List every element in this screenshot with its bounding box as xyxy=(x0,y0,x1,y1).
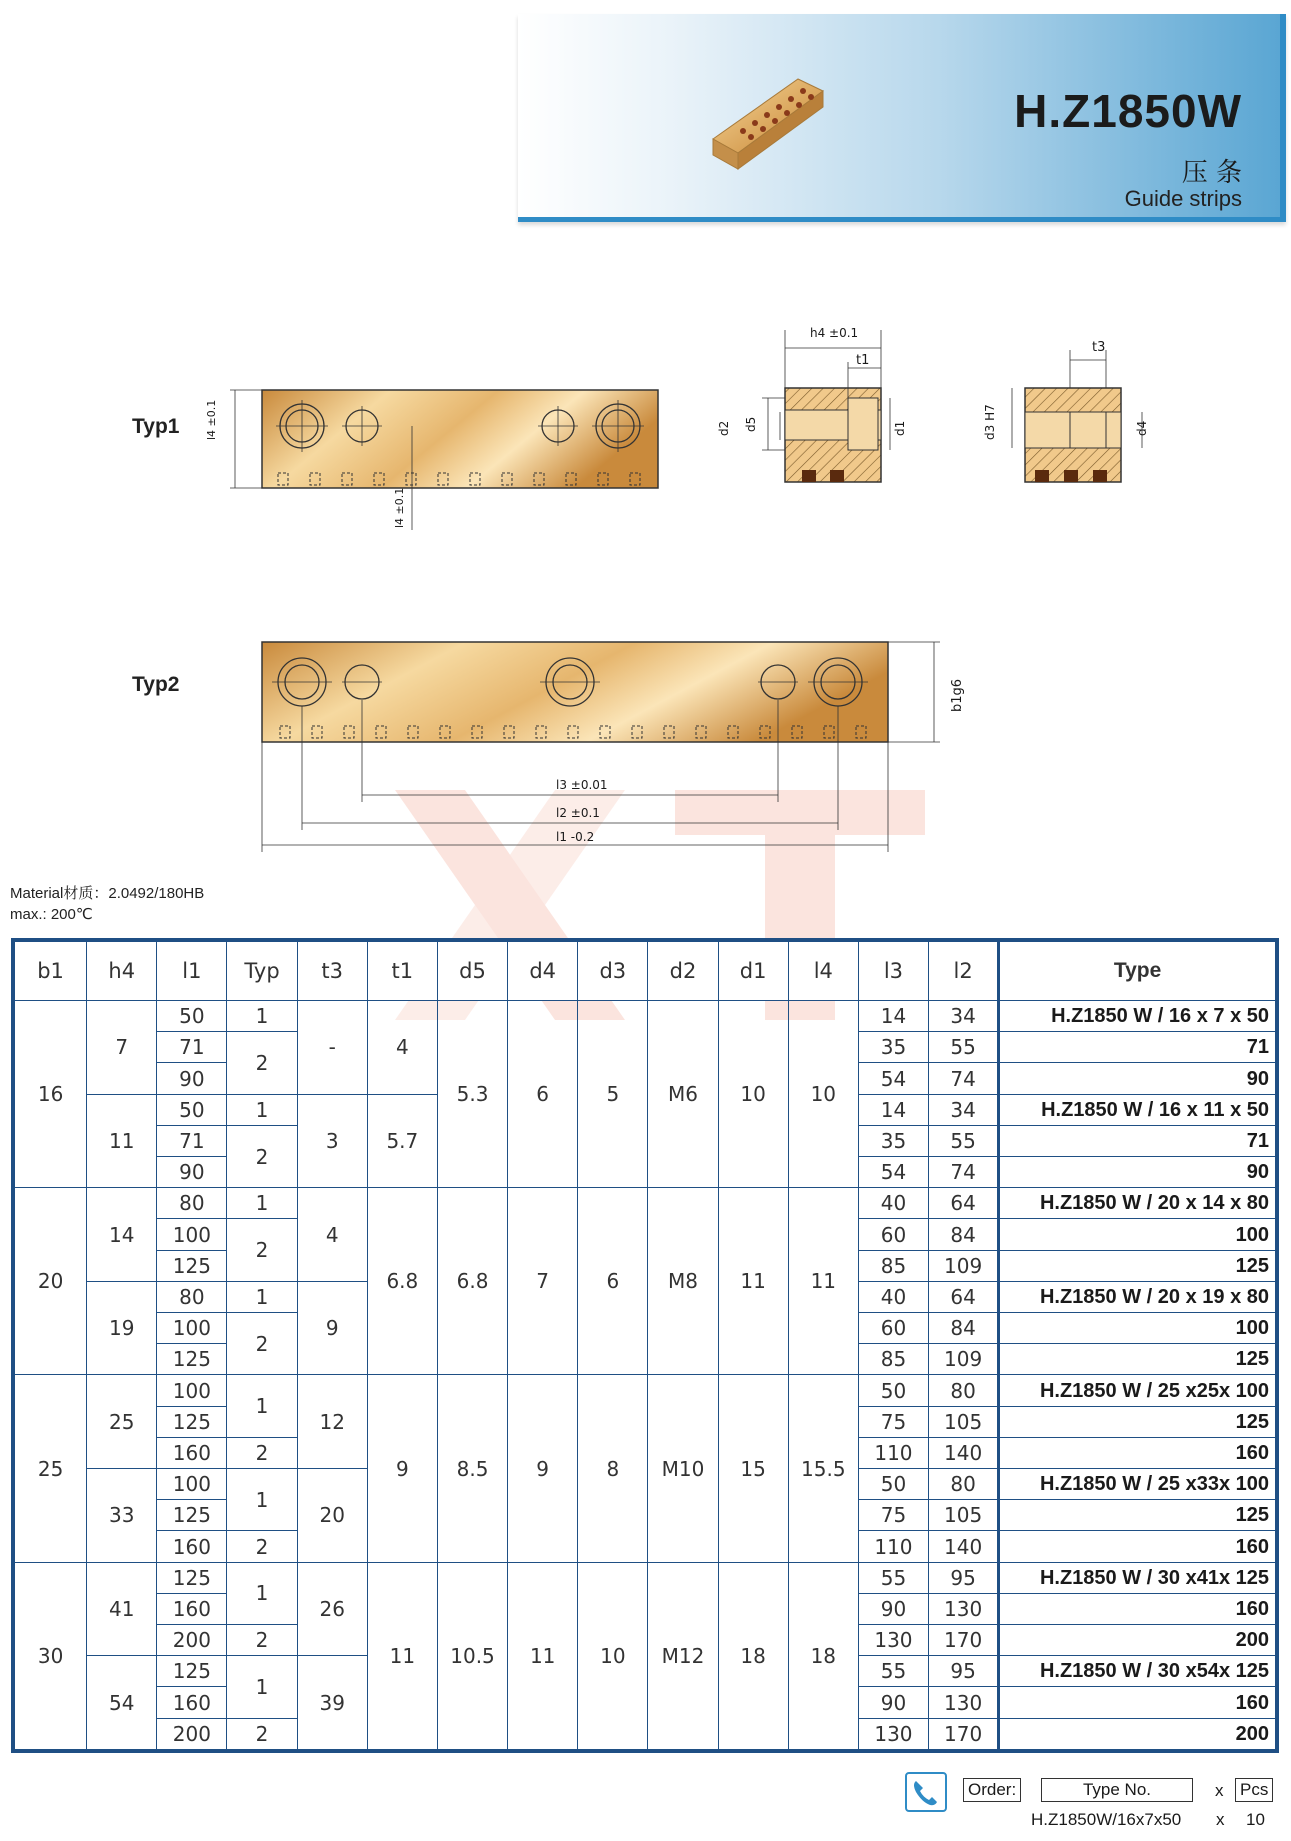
l2-cell: 84 xyxy=(929,1313,999,1344)
d3-cell: 6 xyxy=(578,1188,648,1375)
b1-cell: 30 xyxy=(15,1562,87,1749)
type-cell: H.Z1850 W / 25 x25x 100 xyxy=(999,1375,1276,1406)
h4-cell: 11 xyxy=(87,1094,157,1188)
d2-dim: d2 xyxy=(717,420,731,436)
d5-cell: 10.5 xyxy=(437,1562,507,1749)
col-d1: d1 xyxy=(718,942,788,1001)
col-d2: d2 xyxy=(648,942,718,1001)
product-code: H.Z1850W xyxy=(1014,85,1242,137)
l3-cell: 14 xyxy=(858,1094,928,1125)
typ1-l4-dim: l4 ±0.1 xyxy=(393,487,406,528)
l1-cell: 71 xyxy=(157,1125,227,1156)
d1-cell: 11 xyxy=(718,1188,788,1375)
type-cell: 160 xyxy=(999,1593,1276,1624)
material-info xyxy=(10,883,204,925)
type-cell: 160 xyxy=(999,1531,1276,1562)
l2-cell: 170 xyxy=(929,1718,999,1749)
l2-cell: 34 xyxy=(929,1001,999,1032)
col-d4: d4 xyxy=(508,942,578,1001)
l3-cell: 35 xyxy=(858,1032,928,1063)
typ-cell: 1 xyxy=(227,1469,297,1531)
l3-cell: 50 xyxy=(858,1469,928,1500)
t1-dim: t1 xyxy=(856,353,870,368)
l1-cell: 200 xyxy=(157,1718,227,1749)
d2-cell: M8 xyxy=(648,1188,718,1375)
h4-cell: 33 xyxy=(87,1469,157,1563)
l3-cell: 14 xyxy=(858,1001,928,1032)
type-cell: 160 xyxy=(999,1687,1276,1718)
l1-dim: l1 -0.2 xyxy=(556,830,595,844)
typ1-label: Typ1 xyxy=(132,415,180,438)
l3-cell: 85 xyxy=(858,1344,928,1375)
t3-cell: - xyxy=(297,1001,367,1095)
col-typ: Typ xyxy=(227,942,297,1001)
l1-cell: 90 xyxy=(157,1157,227,1188)
l1-cell: 125 xyxy=(157,1500,227,1531)
col-b1: b1 xyxy=(15,942,87,1001)
typ-cell: 1 xyxy=(227,1001,297,1032)
l2-cell: 64 xyxy=(929,1188,999,1219)
d2-cell: M10 xyxy=(648,1375,718,1562)
typ-cell: 1 xyxy=(227,1656,297,1718)
product-title-en: Guide strips xyxy=(1124,186,1242,211)
l3-cell: 110 xyxy=(858,1437,928,1468)
l1-cell: 50 xyxy=(157,1094,227,1125)
type-cell: 100 xyxy=(999,1219,1276,1250)
type-cell: 71 xyxy=(999,1125,1276,1156)
typ-cell: 2 xyxy=(227,1718,297,1749)
l3-cell: 55 xyxy=(858,1656,928,1687)
type-cell: H.Z1850 W / 16 x 11 x 50 xyxy=(999,1094,1276,1125)
l2-cell: 74 xyxy=(929,1157,999,1188)
h4-cell: 19 xyxy=(87,1281,157,1375)
typ1-drawing xyxy=(200,380,670,530)
l1-cell: 90 xyxy=(157,1063,227,1094)
d2-cell: M12 xyxy=(648,1562,718,1749)
l1-cell: 71 xyxy=(157,1032,227,1063)
table-body xyxy=(15,1001,1276,1750)
times-sign-example: x xyxy=(1216,1810,1225,1829)
section-a-drawing xyxy=(710,320,900,500)
l4-cell: 15.5 xyxy=(788,1375,858,1562)
l1-cell: 160 xyxy=(157,1687,227,1718)
d5-cell: 8.5 xyxy=(437,1375,507,1562)
d5-dim: d5 xyxy=(744,416,758,432)
typ-cell: 1 xyxy=(227,1188,297,1219)
table-row xyxy=(15,1375,1276,1406)
d4-dim: d4 xyxy=(1135,420,1149,436)
l2-cell: 130 xyxy=(929,1593,999,1624)
type-cell: H.Z1850 W / 20 x 14 x 80 xyxy=(999,1188,1276,1219)
type-cell: H.Z1850 W / 16 x 7 x 50 xyxy=(999,1001,1276,1032)
h4-cell: 14 xyxy=(87,1188,157,1282)
t3-cell: 12 xyxy=(297,1375,367,1469)
l2-cell: 84 xyxy=(929,1219,999,1250)
col-d3: d3 xyxy=(578,942,648,1001)
header-banner xyxy=(518,14,1286,222)
t3-cell: 4 xyxy=(297,1188,367,1282)
table-row xyxy=(15,1562,1276,1593)
d1-dim: d1 xyxy=(893,420,907,436)
typ-cell: 1 xyxy=(227,1281,297,1312)
type-cell: 90 xyxy=(999,1063,1276,1094)
t1-cell: 4 xyxy=(367,1001,437,1095)
l1-cell: 125 xyxy=(157,1250,227,1281)
l4-cell: 10 xyxy=(788,1001,858,1188)
l2-cell: 109 xyxy=(929,1250,999,1281)
h4-cell: 54 xyxy=(87,1656,157,1750)
l2-cell: 105 xyxy=(929,1406,999,1437)
col-d5: d5 xyxy=(437,942,507,1001)
type-cell: H.Z1850 W / 25 x33x 100 xyxy=(999,1469,1276,1500)
d4-cell: 11 xyxy=(508,1562,578,1749)
h4-cell: 41 xyxy=(87,1562,157,1656)
l2-cell: 55 xyxy=(929,1125,999,1156)
l1-cell: 100 xyxy=(157,1375,227,1406)
d3-cell: 10 xyxy=(578,1562,648,1749)
l2-cell: 55 xyxy=(929,1032,999,1063)
type-cell: 125 xyxy=(999,1500,1276,1531)
order-quantity: 10 xyxy=(1246,1810,1265,1829)
t3-cell: 26 xyxy=(297,1562,367,1656)
typ1-l4-side-dim: l4 ±0.1 xyxy=(205,399,218,440)
col-t1: t1 xyxy=(367,942,437,1001)
l2-cell: 109 xyxy=(929,1344,999,1375)
t1-cell: 5.7 xyxy=(367,1094,437,1188)
times-sign: x xyxy=(1215,1781,1224,1800)
col-h4: h4 xyxy=(87,942,157,1001)
l1-cell: 100 xyxy=(157,1469,227,1500)
type-cell: 90 xyxy=(999,1157,1276,1188)
l2-cell: 105 xyxy=(929,1500,999,1531)
l3-cell: 54 xyxy=(858,1157,928,1188)
table-row xyxy=(15,1188,1276,1219)
h4-cell: 25 xyxy=(87,1375,157,1469)
l1-cell: 100 xyxy=(157,1219,227,1250)
l1-cell: 160 xyxy=(157,1593,227,1624)
typ-cell: 2 xyxy=(227,1531,297,1562)
order-label: Order: xyxy=(963,1778,1021,1802)
l3-cell: 54 xyxy=(858,1063,928,1094)
typ2-label: Typ2 xyxy=(132,673,180,696)
l3-cell: 40 xyxy=(858,1188,928,1219)
typ-cell: 2 xyxy=(227,1625,297,1656)
l1-cell: 125 xyxy=(157,1562,227,1593)
max-temp-line: max.: 200℃ xyxy=(10,906,93,923)
type-cell: H.Z1850 W / 30 x41x 125 xyxy=(999,1562,1276,1593)
l1-cell: 160 xyxy=(157,1437,227,1468)
l2-dim: l2 ±0.1 xyxy=(556,806,600,820)
l3-cell: 75 xyxy=(858,1500,928,1531)
b1-cell: 25 xyxy=(15,1375,87,1562)
b1-cell: 16 xyxy=(15,1001,87,1188)
d1-cell: 15 xyxy=(718,1375,788,1562)
typ-cell: 2 xyxy=(227,1125,297,1187)
type-cell: 200 xyxy=(999,1718,1276,1749)
l2-cell: 34 xyxy=(929,1094,999,1125)
l1-cell: 160 xyxy=(157,1531,227,1562)
l3-cell: 55 xyxy=(858,1562,928,1593)
d4-cell: 9 xyxy=(508,1375,578,1562)
typ-cell: 1 xyxy=(227,1375,297,1437)
b1-dim: b1g6 xyxy=(950,678,965,712)
col-l3: l3 xyxy=(858,942,928,1001)
d4-cell: 6 xyxy=(508,1001,578,1188)
type-cell: H.Z1850 W / 30 x54x 125 xyxy=(999,1656,1276,1687)
l2-cell: 80 xyxy=(929,1375,999,1406)
col-type: Type xyxy=(999,942,1276,1001)
d5-cell: 6.8 xyxy=(437,1188,507,1375)
b1-cell: 20 xyxy=(15,1188,87,1375)
l3-dim: l3 ±0.01 xyxy=(556,778,608,792)
l4-cell: 11 xyxy=(788,1188,858,1375)
l3-cell: 60 xyxy=(858,1219,928,1250)
l2-cell: 95 xyxy=(929,1562,999,1593)
l3-cell: 130 xyxy=(858,1718,928,1749)
typ-cell: 1 xyxy=(227,1094,297,1125)
phone-icon xyxy=(905,1772,947,1812)
l2-cell: 140 xyxy=(929,1437,999,1468)
l1-cell: 200 xyxy=(157,1625,227,1656)
t3-cell: 20 xyxy=(297,1469,367,1563)
col-l2: l2 xyxy=(929,942,999,1001)
l2-cell: 80 xyxy=(929,1469,999,1500)
l4-cell: 18 xyxy=(788,1562,858,1749)
t3-cell: 39 xyxy=(297,1656,367,1750)
t1-cell: 6.8 xyxy=(367,1188,437,1375)
type-cell: 71 xyxy=(999,1032,1276,1063)
type-cell: H.Z1850 W / 20 x 19 x 80 xyxy=(999,1281,1276,1312)
d2-cell: M6 xyxy=(648,1001,718,1188)
type-cell: 125 xyxy=(999,1250,1276,1281)
type-cell: 125 xyxy=(999,1406,1276,1437)
l3-cell: 85 xyxy=(858,1250,928,1281)
pcs-label: Pcs xyxy=(1235,1778,1273,1802)
order-box xyxy=(905,1772,1275,1834)
l2-cell: 74 xyxy=(929,1063,999,1094)
d1-cell: 18 xyxy=(718,1562,788,1749)
l1-cell: 125 xyxy=(157,1656,227,1687)
typ-cell: 2 xyxy=(227,1313,297,1375)
l3-cell: 110 xyxy=(858,1531,928,1562)
l3-cell: 35 xyxy=(858,1125,928,1156)
t3-cell: 9 xyxy=(297,1281,367,1375)
d3-dim: d3 H7 xyxy=(983,404,997,440)
l1-cell: 100 xyxy=(157,1313,227,1344)
l3-cell: 130 xyxy=(858,1625,928,1656)
d3-cell: 8 xyxy=(578,1375,648,1562)
product-title-cn: 压 条 xyxy=(1181,158,1242,188)
d1-cell: 10 xyxy=(718,1001,788,1188)
type-cell: 125 xyxy=(999,1344,1276,1375)
t3-dim: t3 xyxy=(1092,340,1106,355)
l2-cell: 95 xyxy=(929,1656,999,1687)
d4-cell: 7 xyxy=(508,1188,578,1375)
l2-cell: 140 xyxy=(929,1531,999,1562)
guide-strip-thumbnail xyxy=(703,69,833,179)
t1-cell: 11 xyxy=(367,1562,437,1749)
l2-cell: 64 xyxy=(929,1281,999,1312)
l2-cell: 170 xyxy=(929,1625,999,1656)
typ-cell: 1 xyxy=(227,1562,297,1624)
l3-cell: 60 xyxy=(858,1313,928,1344)
col-l1: l1 xyxy=(157,942,227,1001)
col-l4: l4 xyxy=(788,942,858,1001)
order-example: H.Z1850W/16x7x50 xyxy=(1031,1810,1182,1829)
l3-cell: 40 xyxy=(858,1281,928,1312)
l3-cell: 90 xyxy=(858,1593,928,1624)
l1-cell: 80 xyxy=(157,1188,227,1219)
typ2-drawing xyxy=(250,630,960,860)
t1-cell: 9 xyxy=(367,1375,437,1562)
l3-cell: 90 xyxy=(858,1687,928,1718)
type-no-label: Type No. xyxy=(1041,1778,1193,1802)
table-row xyxy=(15,1001,1276,1032)
material-line: Material材质：2.0492/180HB xyxy=(10,885,205,902)
l3-cell: 75 xyxy=(858,1406,928,1437)
spec-table xyxy=(11,938,1279,1753)
l1-cell: 125 xyxy=(157,1406,227,1437)
typ-cell: 2 xyxy=(227,1032,297,1094)
d5-cell: 5.3 xyxy=(437,1001,507,1188)
l2-cell: 130 xyxy=(929,1687,999,1718)
l1-cell: 50 xyxy=(157,1001,227,1032)
col-t3: t3 xyxy=(297,942,367,1001)
table-header-row xyxy=(15,942,1276,1001)
t3-cell: 3 xyxy=(297,1094,367,1188)
l1-cell: 80 xyxy=(157,1281,227,1312)
type-cell: 200 xyxy=(999,1625,1276,1656)
l1-cell: 125 xyxy=(157,1344,227,1375)
d3-cell: 5 xyxy=(578,1001,648,1188)
typ-cell: 2 xyxy=(227,1219,297,1281)
typ-cell: 2 xyxy=(227,1437,297,1468)
type-cell: 160 xyxy=(999,1437,1276,1468)
type-cell: 100 xyxy=(999,1313,1276,1344)
h4-dim: h4 ±0.1 xyxy=(810,326,859,340)
l3-cell: 50 xyxy=(858,1375,928,1406)
h4-cell: 7 xyxy=(87,1001,157,1095)
